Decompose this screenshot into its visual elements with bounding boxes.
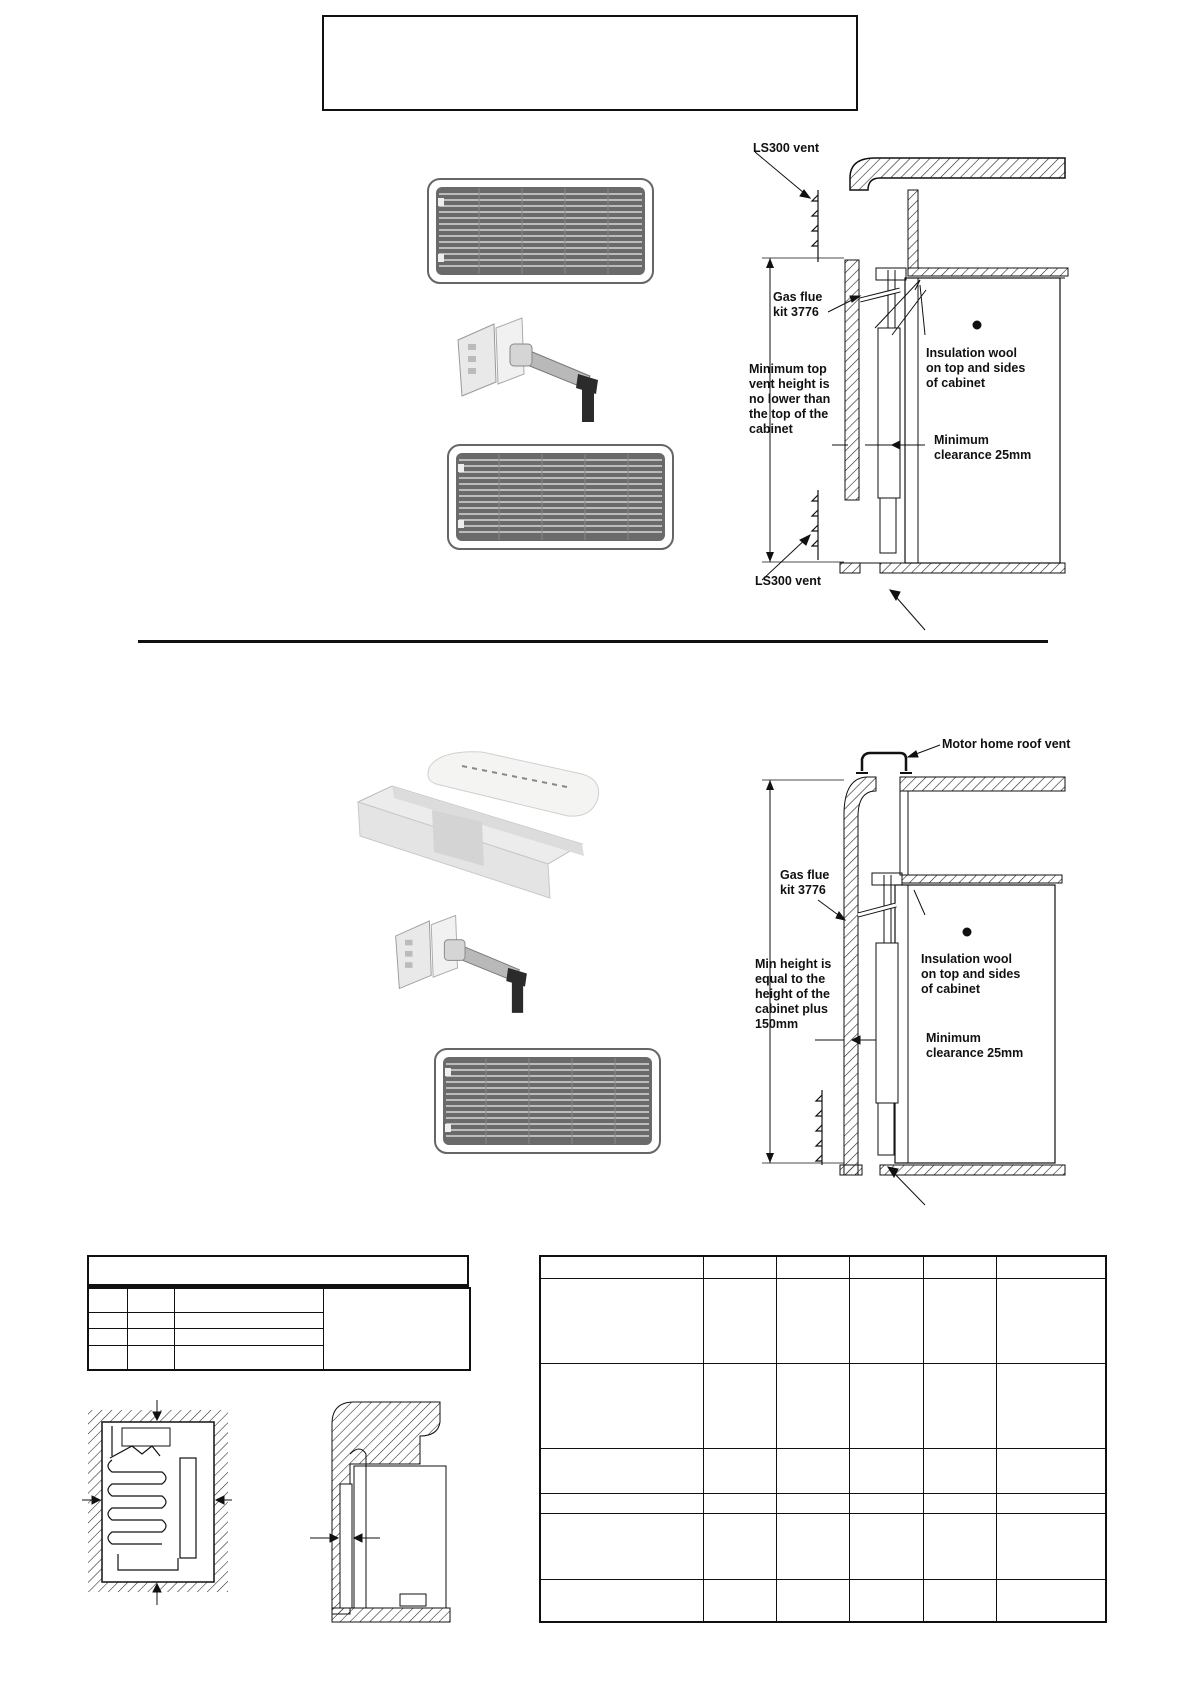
min-clearance-label-2: Minimum clearance 25mm — [926, 1031, 1024, 1060]
roof-vent-photo — [352, 748, 602, 900]
vent-grille-photo-lower — [434, 1048, 661, 1154]
insulation-label-2: Insulation wool on top and sides of cabinet — [921, 952, 1021, 996]
spec-table-right — [539, 1255, 1107, 1623]
vent-grille-photo-top — [427, 178, 654, 284]
vent-grille-photo-bottom — [447, 444, 674, 550]
min-top-vent-label: Minimum top vent height is no lower than the top of the cabinet — [749, 362, 831, 436]
fridge-clearance-side-diagram — [310, 1394, 460, 1624]
gas-flue-kit-photo-top — [452, 318, 612, 426]
insulation-label-1: Insulation wool on top and sides of cabinet — [926, 346, 1026, 390]
section-divider — [138, 640, 1048, 643]
min-height-label: Min height is equal to the height of the cabinet plus 150mm — [755, 957, 832, 1031]
spec-table-left — [87, 1287, 471, 1371]
gas-flue-label-2: Gas flue kit 3776 — [780, 868, 830, 897]
title-box — [322, 15, 858, 111]
gas-flue-label-1: Gas flue kit 3776 — [773, 290, 823, 319]
gas-flue-kit-photo-middle — [390, 915, 540, 1017]
ls300-vent-top-label: LS300 vent — [753, 141, 820, 155]
spec-table-header — [87, 1255, 469, 1287]
ls300-vent-bottom-label: LS300 vent — [755, 574, 822, 588]
min-clearance-label-1: Minimum clearance 25mm — [934, 433, 1032, 462]
roof-vent-label: Motor home roof vent — [942, 737, 1071, 751]
fridge-clearance-front-diagram — [82, 1400, 232, 1605]
